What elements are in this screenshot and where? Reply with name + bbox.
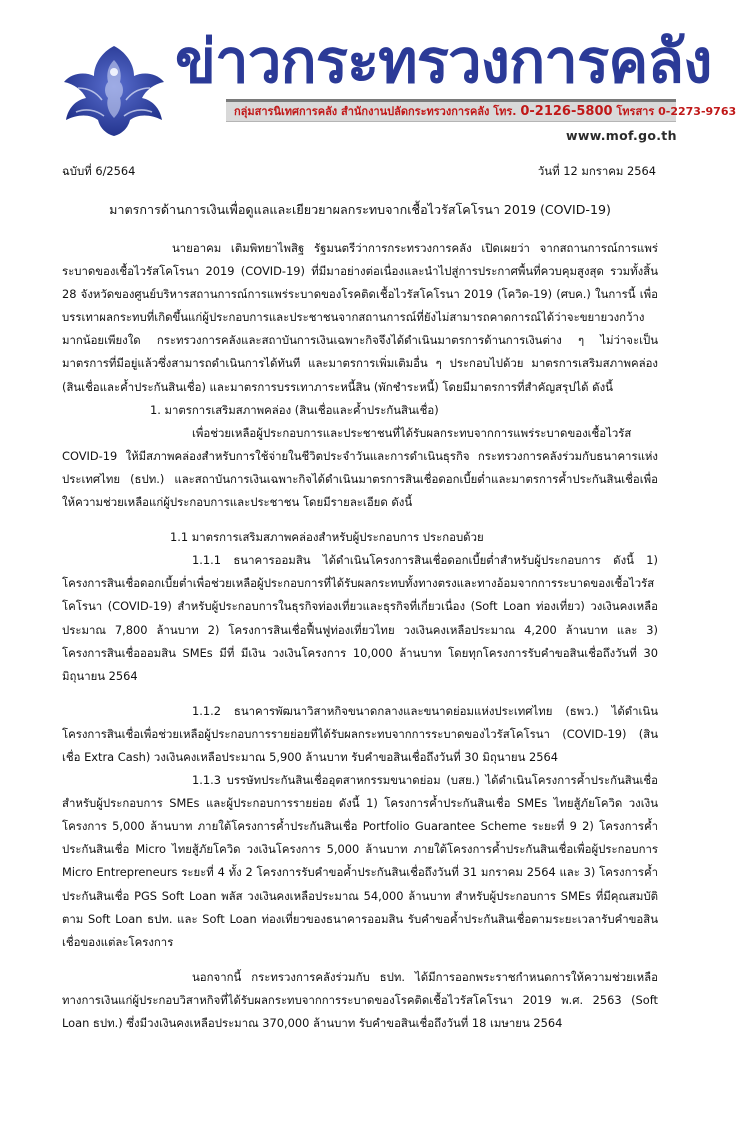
contact-fax-label: โทรสาร xyxy=(616,105,655,118)
document-body xyxy=(62,237,658,1035)
contact-info xyxy=(234,104,736,120)
item-1-1-2: 1.1.2 ธนาคารพัฒนาวิสาหกิจขนาดกลางและขนาดย่อมแห่งประเทศไทย (ธพว.) ได้ดำเนินโครงการสินเชื่อเพื่อช่วยเหลือผู้ประกอบการรายย่อยที่ได้รับผลกระทบจากการระบาดของไวรัสโคโรนา (COVID-19) (สินเชื่อ Extra Cash) วงเงินคงเหลือประมาณ 5,900 ล้านบาท รับคำขอสินเชื่อถึงวันที่ 30 มิถุนายน 2564 xyxy=(62,703,658,764)
section-1-heading: 1. มาตรการเสริมสภาพคล่อง (สินเชื่อและค้ำประกันสินเชื่อ) xyxy=(150,402,439,417)
section-1-paragraph: เพื่อช่วยเหลือผู้ประกอบการและประชาชนที่ได้รับผลกระทบจากการแพร่ระบาดของเชื้อไวรัส COVID-19 ให้มีสภาพคล่องสำหรับการใช้จ่ายในชีวิตประจำวันและการดำเนินธุรกิจ กระทรวงการคลังร่วมกับธนาคารแห่งประเทศไทย (ธปท.) และสถาบันการเงินเฉพาะกิจได้ดำเนินมาตรการสินเชื่อดอกเบี้ยต่ำและมาตรการค้ำประกันสินเชื่อเพื่อให้ความช่วยเหลือแก่ผู้ประกอบการและประชาชน โดยมีรายละเอียด ดังนี้ xyxy=(62,425,658,510)
issue-meta xyxy=(62,163,656,181)
contact-org: กลุ่มสารนิเทศการคลัง สำนักงานปลัดกระทรวงการคลัง โทร. xyxy=(234,105,517,118)
section-1-1-heading: 1.1 มาตรการเสริมสภาพคล่องสำหรับผู้ประกอบการ ประกอบด้วย xyxy=(170,530,484,545)
issue-number: ฉบับที่ 6/2564 xyxy=(62,164,136,178)
masthead-title: ข่าวกระทรวงการคลัง xyxy=(175,27,712,97)
item-1-1-1: 1.1.1 ธนาคารออมสิน ได้ดำเนินโครงการสินเชื่อดอกเบี้ยต่ำสำหรับผู้ประกอบการ ดังนี้ 1) โครงการสินเชื่อดอกเบี้ยต่ำเพื่อช่วยเหลือผู้ประกอบการที่ได้รับผลกระทบทั้งทางตรงและทางอ้อมจากการระบาดของเชื้อไวรัสโคโรนา (COVID-19) สำหรับผู้ประกอบการในธุรกิจท่องเที่ยวและธุรกิจที่เกี่ยวเนื่อง (Soft Loan ท่องเที่ยว) วงเงินคงเหลือประมาณ 7,800 ล้านบาท 2) โครงการสินเชื่อฟื้นฟูท่องเที่ยวไทย วงเงินคงเหลือประมาณ 4,200 ล้านบาท และ 3) โครงการสินเชื่อออมสิน SMEs มีที่ มีเงิน วงเงินโครงการ 10,000 ล้านบาท โดยทุกโครงการรับคำขอสินเชื่อถึงวันที่ 30 มิถุนายน 2564 xyxy=(62,553,658,683)
closing-paragraph: นอกจากนี้ กระทรวงการคลังร่วมกับ ธปท. ได้มีการออกพระราชกำหนดการให้ความช่วยเหลือทางการเงินแก่ผู้ประกอบวิสาหกิจที่ได้รับผลกระทบจากการระบาดของโรคติดเชื้อไวรัสโคโรนา 2019 พ.ศ. 2563 (Soft Loan ธปท.) ซึ่งมีวงเงินคงเหลือประมาณ 370,000 ล้านบาท รับคำขอสินเชื่อถึงวันที่ 18 เมษายน 2564 xyxy=(62,969,658,1030)
intro-paragraph: นายอาคม เติมพิทยาไพสิฐ รัฐมนตรีว่าการกระทรวงการคลัง เปิดเผยว่า จากสถานการณ์การแพร่ระบาดของเชื้อไวรัสโคโรนา 2019 (COVID-19) ที่มีมาอย่างต่อเนื่องและนำไปสู่การประกาศพื้นที่ควบคุมสูงสุด รวมทั้งสิ้น 28 จังหวัดของศูนย์บริหารสถานการณ์การแพร่ระบาดของโรคติดเชื้อไวรัสโคโรนา 2019 (โควิด-19) (ศบค.) ในการนี้ เพื่อบรรเทาผลกระทบที่เกิดขึ้นแก่ผู้ประกอบการและประชาชนจากสถานการณ์ที่ยังไม่สามารถคาดการณ์ได้ว่าจะขยายวงกว้างมากน้อยเพียงใด กระทรวงการคลังและสถาบันการเงินเฉพาะกิจจึงได้ดำเนินมาตรการด้านการเงินต่าง ๆ ไม่ว่าจะเป็นมาตรการที่มีอยู่แล้วซึ่งสามารถดำเนินการได้ทันที และมาตรการเพิ่มเติมอื่น ๆ ประกอบไปด้วย มาตรการเสริมสภาพคล่อง (สินเชื่อและค้ำประกันสินเชื่อ) และมาตรการบรรเทาภาระหนี้สิน (พักชำระหนี้) โดยมีมาตรการที่สำคัญสรุปได้ ดังนี้ xyxy=(62,241,658,394)
contact-phone: 0-2126-5800 xyxy=(520,104,613,119)
item-1-1-3: 1.1.3 บรรษัทประกันสินเชื่ออุตสาหกรรมขนาดย่อม (บสย.) ได้ดำเนินโครงการค้ำประกันสินเชื่อสำหรับผู้ประกอบการ SMEs และผู้ประกอบการรายย่อย ดังนี้ 1) โครงการค้ำประกันสินเชื่อ SMEs ไทยสู้ภัยโควิด วงเงินโครงการ 5,000 ล้านบาท ภายใต้โครงการค้ำประกันสินเชื่อ Portfolio Guarantee Scheme ระยะที่ 9 2) โครงการค้ำประกันสินเชื่อ Micro ไทยสู้ภัยโควิด วงเงินโครงการ 5,000 ล้านบาท ภายใต้โครงการค้ำประกันสินเชื่อเพื่อผู้ประกอบการ Micro Entrepreneurs ระยะที่ 4 ทั้ง 2 โครงการรับคำขอค้ำประกันสินเชื่อถึงวันที่ 31 มกราคม 2564 และ 3) โครงการค้ำประกันสินเชื่อ PGS Soft Loan พลัส วงเงินคงเหลือประมาณ 54,000 ล้านบาท สำหรับผู้ประกอบการ SMEs ที่มีคุณสมบัติตาม Soft Loan ธปท. และ Soft Loan ท่องเที่ยวของธนาคารออมสิน รับคำขอค้ำประกันสินเชื่อตามระยะเวลารับคำขอสินเชื่อของแต่ละโครงการ xyxy=(62,773,658,949)
issue-date: วันที่ 12 มกราคม 2564 xyxy=(537,164,656,178)
website-link[interactable]: www.mof.go.th xyxy=(566,128,677,143)
contact-bar xyxy=(226,99,736,122)
document-title: มาตรการด้านการเงินเพื่อดูแลและเยียวยาผลกระทบจากเชื้อไวรัสโคโรนา 2019 (COVID-19) xyxy=(109,202,611,217)
masthead xyxy=(0,0,736,150)
contact-fax: 0-2273-9763 xyxy=(658,105,736,118)
garuda-emblem-icon xyxy=(58,42,170,138)
